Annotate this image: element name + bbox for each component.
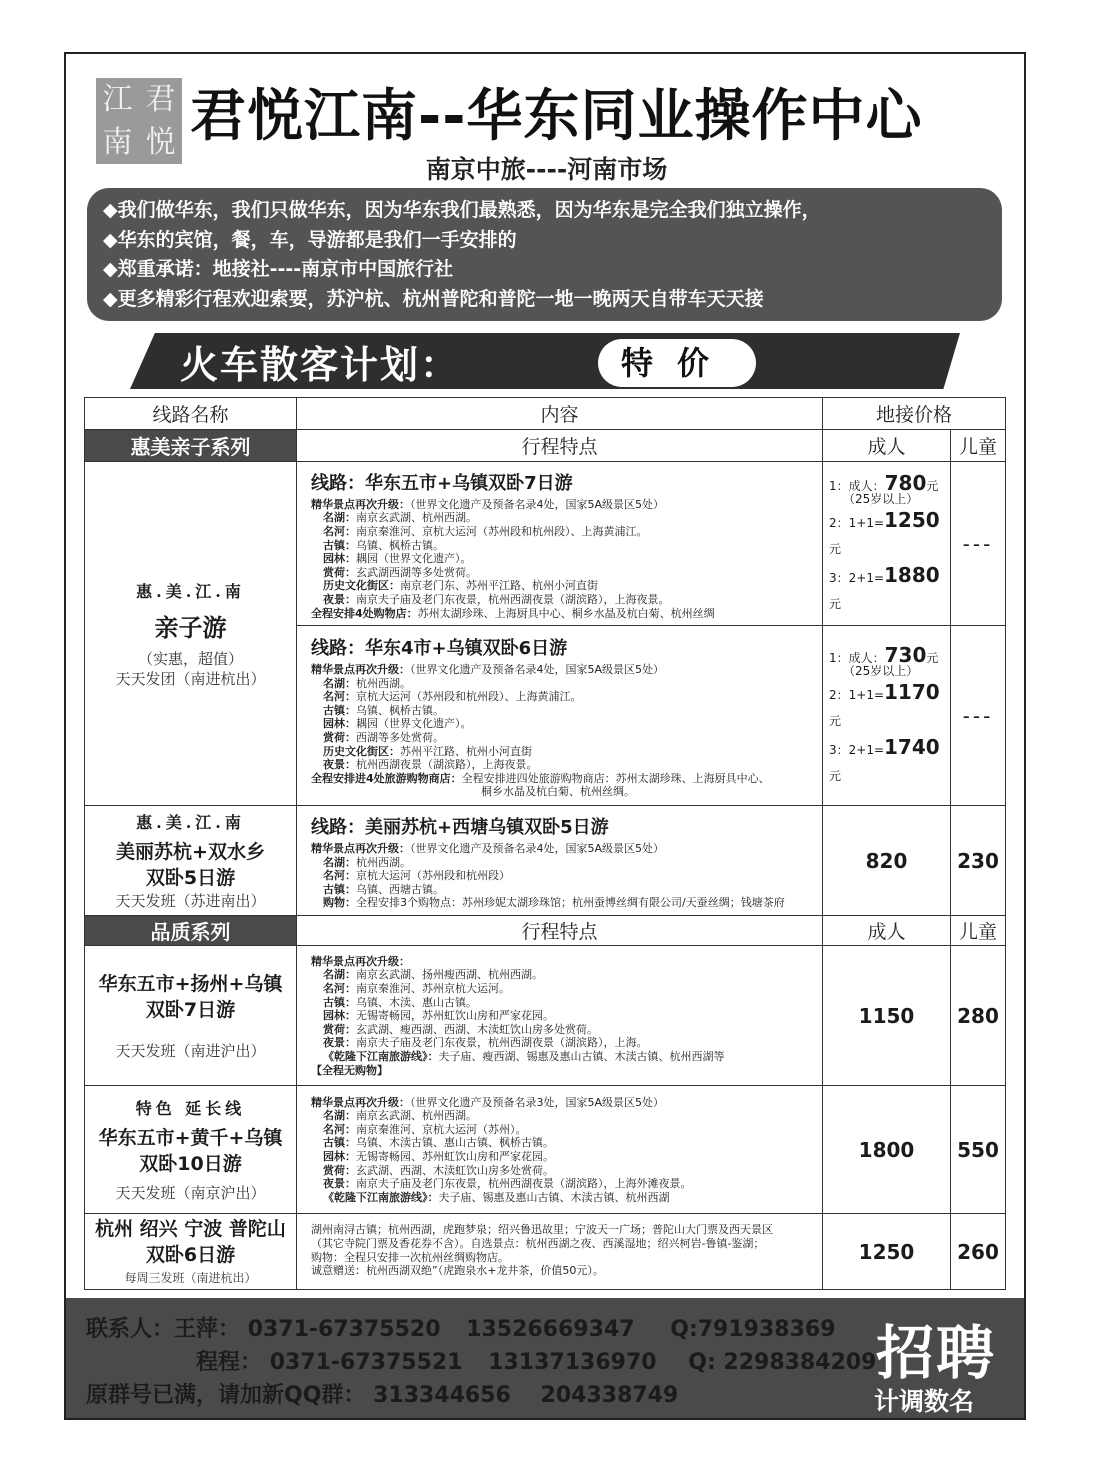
adult-price-cell bbox=[823, 626, 951, 806]
item-text: 湖州南浔古镇；杭州西湖，虎跑梦泉；绍兴鲁迅故里；宁波天一广场；普陀山大门票及西天景区 bbox=[311, 1223, 773, 1237]
contact-mobile: 13137136970 bbox=[488, 1350, 657, 1375]
item-text: 南京夫子庙及老门东夜景，杭州西湖夜景（湖滨路），上海夜景。 bbox=[356, 592, 670, 606]
route-title: 线路：华东五市+乌镇双卧7日游 bbox=[311, 472, 573, 494]
route-departure: 天天发团（南进杭出） bbox=[115, 669, 266, 688]
price-unit: 元 bbox=[829, 597, 842, 611]
special-price-badge: 特价 bbox=[598, 339, 756, 387]
highlight-text: （世界文化遗产及预备名录4处，国家5A级景区5处） bbox=[410, 663, 665, 677]
brand-label: 惠.美.江.南 bbox=[136, 581, 245, 601]
shop-label: 全程安排4处购物店： bbox=[311, 606, 418, 620]
item-text: 无锡寄畅园、苏州虹饮山房和严家花园。 bbox=[356, 1150, 554, 1163]
logo-char: 南 bbox=[102, 125, 133, 160]
route-detail bbox=[297, 946, 823, 1086]
notice-line: ◆华东的宾馆，餐，车，导游都是我们一手安排的 bbox=[103, 228, 517, 251]
item-label: 园林： bbox=[323, 717, 356, 731]
adult-price: 1800 bbox=[823, 1086, 951, 1214]
contact-phone: 0371-67375521 bbox=[269, 1350, 463, 1375]
route-detail bbox=[297, 1214, 823, 1290]
item-text: 玄武湖西湖等多处赏荷。 bbox=[356, 565, 477, 579]
item-label: 园林： bbox=[323, 1150, 356, 1163]
shop-text: 桐乡水晶及杭白菊、杭州丝绸。 bbox=[481, 785, 635, 799]
route-name: 华东五市+黄千+乌镇 bbox=[98, 1127, 283, 1149]
route-title: 线路：华东4市+乌镇双卧6日游 bbox=[311, 638, 568, 660]
highlight-text: （世界文化遗产及预备名录4处，国家5A级景区5处） bbox=[410, 842, 665, 856]
logo-char: 君 bbox=[145, 82, 176, 117]
item-text: 南京夫子庙及老门东夜景，杭州西湖夜景（湖滨路），上海。 bbox=[356, 1036, 648, 1050]
item-label: 《乾隆下江南旅游线》： bbox=[323, 1049, 439, 1063]
logo-char: 江 bbox=[102, 82, 133, 117]
highlight-text: （世界文化遗产及预备名录3处，国家5A级景区5处） bbox=[410, 1095, 665, 1109]
item-text: 无锡寄畅园，苏州虹饮山房和严家花园。 bbox=[356, 1009, 554, 1023]
qq-group-line bbox=[86, 1378, 678, 1409]
col-header-route: 线路名称 bbox=[85, 398, 297, 430]
banner-title: 火车散客计划： bbox=[180, 343, 461, 387]
route-departure: 每周三发班（南进杭出） bbox=[124, 1270, 257, 1285]
route-highlights bbox=[297, 498, 822, 622]
item-label: 夜景： bbox=[323, 1036, 356, 1050]
item-text: 乌镇、枫桥古镇。 bbox=[356, 703, 444, 717]
route-group-family bbox=[85, 462, 297, 806]
route-name: 双卧10日游 bbox=[139, 1153, 242, 1175]
notice-line: ◆更多精彩行程欢迎索要，苏沪杭、杭州普陀和普陀一地一晚两天自带车天天接 bbox=[103, 287, 764, 310]
shop-text: 全程安排进四处旅游购物商店：苏州太湖珍珠、上海厨具中心、 bbox=[461, 771, 770, 785]
item-label: 古镇： bbox=[323, 882, 356, 896]
route-highlights bbox=[297, 1093, 822, 1207]
route-name: 亲子游 bbox=[154, 613, 227, 642]
route-highlights bbox=[297, 952, 822, 1079]
route-group-putuo bbox=[85, 1214, 297, 1290]
route-group-yangzhou bbox=[85, 946, 297, 1086]
price-value: 730 bbox=[884, 643, 927, 667]
route-detail bbox=[297, 462, 823, 626]
highlight-label: 精华景点再次升级： bbox=[311, 954, 410, 968]
route-detail bbox=[297, 806, 823, 916]
adult-header: 成人 bbox=[823, 430, 951, 462]
price-note: （25岁以上） bbox=[843, 664, 919, 678]
item-text: 全程安排3个购物点：苏州珍妮太湖珍珠馆；杭州蚕博丝绸有限公司/天蚕丝绸；钱塘茶府 bbox=[356, 896, 785, 910]
item-label: 赏荷： bbox=[323, 1163, 356, 1177]
contact-line-2 bbox=[196, 1345, 877, 1376]
logo-char: 悦 bbox=[145, 125, 176, 160]
price-unit: 元 bbox=[926, 479, 939, 493]
item-text: 夫子庙、锡惠及惠山古镇、木渎古镇、杭州西湖 bbox=[438, 1190, 670, 1204]
recruit-subtitle: 计调数名 bbox=[874, 1387, 975, 1416]
price-label: 2：1+1= bbox=[829, 516, 885, 530]
child-price: 280 bbox=[951, 946, 1006, 1086]
recruit-title: 招聘 bbox=[876, 1319, 997, 1387]
brand-label: 惠.美.江.南 bbox=[136, 813, 245, 832]
item-text: 玄武湖、瘦西湖、西湖、木渎虹饮山房多处赏荷。 bbox=[356, 1022, 598, 1036]
feature-header: 行程特点 bbox=[297, 430, 823, 462]
item-label: 历史文化街区： bbox=[323, 744, 400, 758]
shop-text: 苏州太湖珍珠、上海厨具中心、桐乡水晶及杭白菊、杭州丝绸 bbox=[417, 606, 715, 620]
item-text: 南京夫子庙及老门东夜景，杭州西湖夜景（湖滨路），上海外滩夜景。 bbox=[356, 1177, 692, 1191]
item-text: 苏州平江路、杭州小河直街 bbox=[400, 744, 532, 758]
adult-price: 1150 bbox=[823, 946, 951, 1086]
price-note: （25岁以上） bbox=[843, 492, 919, 506]
notice-box bbox=[87, 188, 1002, 321]
notice-line: ◆郑重承诺：地接社----南京市中国旅行社 bbox=[103, 258, 454, 280]
no-shopping-note: 【全程无购物】 bbox=[311, 1063, 388, 1077]
item-label: 名湖： bbox=[323, 968, 356, 982]
item-text: 杭州西湖夜景（湖滨路），上海夜景。 bbox=[356, 758, 538, 772]
price-label: 3：2+1= bbox=[829, 571, 885, 585]
adult-price: 820 bbox=[823, 806, 951, 916]
qq-group-number: 313344656 bbox=[373, 1383, 511, 1408]
item-text: 乌镇、木渎古镇、惠山古镇、枫桥古镇。 bbox=[356, 1136, 554, 1150]
route-departure: 天天发班（南京沪出） bbox=[115, 1184, 266, 1202]
item-label: 名河： bbox=[323, 1122, 356, 1136]
item-text: 南京玄武湖、杭州西湖。 bbox=[356, 511, 477, 525]
item-text: 南京秦淮河、苏州京杭大运河。 bbox=[356, 982, 510, 996]
child-header: 儿童 bbox=[951, 916, 1006, 946]
adult-price-cell bbox=[823, 462, 951, 626]
highlight-label: 精华景点再次升级： bbox=[311, 842, 410, 856]
route-name: 双卧5日游 bbox=[145, 867, 236, 889]
price-value: 1880 bbox=[884, 563, 940, 587]
route-name: 美丽苏杭+双水乡 bbox=[116, 841, 265, 863]
route-departure: 天天发班（苏进南出） bbox=[115, 892, 266, 910]
item-label: 名河： bbox=[323, 982, 356, 996]
item-label: 名河： bbox=[323, 525, 356, 539]
price-unit: 元 bbox=[829, 769, 842, 783]
route-highlights bbox=[297, 1223, 822, 1279]
item-label: 赏荷： bbox=[323, 731, 356, 744]
price-unit: 元 bbox=[829, 714, 842, 728]
price-value: 1250 bbox=[884, 508, 940, 532]
item-label: 古镇： bbox=[323, 538, 356, 552]
item-label: 夜景： bbox=[323, 758, 356, 772]
notice-line: ◆我们做华东，我们只做华东，因为华东我们最熟悉，因为华东是完全我们独立操作， bbox=[103, 199, 821, 221]
contact-label: 程程： bbox=[196, 1350, 263, 1375]
item-text: 玄武湖、西湖、木渎虹饮山房多处赏荷。 bbox=[356, 1163, 554, 1177]
item-label: 历史文化街区： bbox=[323, 579, 400, 593]
route-title: 线路：美丽苏杭+西塘乌镇双卧5日游 bbox=[311, 817, 609, 839]
price-value: 780 bbox=[884, 471, 927, 495]
item-label: 名湖： bbox=[323, 511, 356, 525]
item-label: 古镇： bbox=[323, 1136, 356, 1150]
route-group-suhang bbox=[85, 806, 297, 916]
qq-group-label: 原群号已满，请加新QQ群： bbox=[86, 1383, 366, 1408]
child-price: 230 bbox=[951, 806, 1006, 916]
item-label: 夜景： bbox=[323, 1177, 356, 1191]
item-text: 耦园（世界文化遗产）。 bbox=[356, 717, 472, 731]
item-text: 西湖等多处赏荷。 bbox=[356, 731, 444, 744]
brand-label: 特色 延长线 bbox=[135, 1099, 246, 1118]
item-label: 赏荷： bbox=[323, 1022, 356, 1036]
price-label: 2：1+1= bbox=[829, 688, 885, 702]
series-label: 品质系列 bbox=[85, 916, 297, 946]
child-header: 儿童 bbox=[951, 430, 1006, 462]
item-label: 购物： bbox=[323, 896, 356, 910]
page-title: 君悦江南--华东同业操作中心 bbox=[190, 84, 923, 149]
contact-mobile: 13526669347 bbox=[466, 1317, 635, 1342]
item-text: 南京老门东、苏州平江路、杭州小河直街 bbox=[400, 579, 598, 593]
item-text: 南京秦淮河、京杭大运河（苏州）。 bbox=[356, 1122, 527, 1136]
item-text: 乌镇、西塘古镇。 bbox=[356, 882, 444, 896]
item-text: 南京玄武湖、杭州西湖。 bbox=[356, 1109, 477, 1123]
price-label: 3：2+1= bbox=[829, 743, 885, 757]
contact-qq: Q:791938369 bbox=[670, 1317, 836, 1342]
item-label: 园林： bbox=[323, 552, 356, 566]
feature-header: 行程特点 bbox=[297, 916, 823, 946]
route-table bbox=[84, 397, 1006, 1290]
price-label: 1：成人： bbox=[829, 651, 885, 665]
price-label: 1：成人： bbox=[829, 479, 885, 493]
item-text: 乌镇、木渎、惠山古镇。 bbox=[356, 995, 477, 1009]
item-label: 名河： bbox=[323, 690, 356, 704]
item-text: 南京秦淮河、京杭大运河（苏州段和杭州段）、上海黄浦江。 bbox=[356, 525, 648, 539]
col-header-content: 内容 bbox=[297, 398, 823, 430]
contact-label: 联系人：王萍： bbox=[86, 1317, 241, 1342]
item-text: 购物：全程只安排一次杭州丝绸购物店。 bbox=[311, 1250, 509, 1264]
item-label: 赏荷： bbox=[323, 565, 356, 579]
item-text: 杭州西湖。 bbox=[356, 676, 411, 690]
adult-price: 1250 bbox=[823, 1214, 951, 1290]
child-price: --- bbox=[951, 626, 1006, 806]
item-label: 名湖： bbox=[323, 1109, 356, 1123]
highlight-label: 精华景点再次升级： bbox=[311, 1095, 410, 1109]
route-highlights bbox=[297, 842, 822, 912]
route-name: 杭州 绍兴 宁波 普陀山 bbox=[95, 1217, 286, 1240]
highlight-label: 精华景点再次升级： bbox=[311, 497, 410, 511]
item-label: 古镇： bbox=[323, 703, 356, 717]
contact-qq: Q: 2298384209 bbox=[688, 1350, 877, 1375]
qq-group-number: 204338749 bbox=[540, 1383, 679, 1408]
route-highlights bbox=[297, 663, 822, 801]
highlight-text: （世界文化遗产及预备名录4处，国家5A级景区5处） bbox=[410, 497, 665, 511]
adult-header: 成人 bbox=[823, 916, 951, 946]
col-header-price: 地接价格 bbox=[823, 398, 1006, 430]
item-text: 京杭大运河（苏州段和杭州段）、上海黄浦江。 bbox=[356, 690, 582, 704]
child-price: 550 bbox=[951, 1086, 1006, 1214]
item-text: 杭州西湖。 bbox=[356, 855, 411, 869]
contact-line-1 bbox=[86, 1312, 836, 1343]
item-label: 古镇： bbox=[323, 995, 356, 1009]
child-price: --- bbox=[951, 462, 1006, 626]
contact-phone: 0371-67375520 bbox=[247, 1317, 441, 1342]
item-text: 耦园（世界文化遗产）。 bbox=[356, 552, 472, 566]
item-text: 诚意赠送：杭州西湖双绝”（虎跑泉水+龙井茶，价值50元）。 bbox=[311, 1264, 604, 1278]
item-text: 南京玄武湖、扬州瘦西湖、杭州西湖。 bbox=[356, 968, 543, 982]
item-label: 名河： bbox=[323, 869, 356, 883]
item-text: 乌镇、枫桥古镇。 bbox=[356, 538, 444, 552]
price-unit: 元 bbox=[926, 651, 939, 665]
route-name: 华东五市+扬州+乌镇 bbox=[98, 972, 283, 995]
route-departure: 天天发班（南进沪出） bbox=[115, 1041, 266, 1060]
page-subtitle: 南京中旅----河南市场 bbox=[425, 155, 668, 184]
series-label: 惠美亲子系列 bbox=[85, 430, 297, 462]
item-text: 夫子庙、瘦西湖、锡惠及惠山古镇、木渎古镇、杭州西湖等 bbox=[438, 1049, 725, 1063]
route-name: 双卧7日游 bbox=[145, 998, 236, 1021]
item-label: 名湖： bbox=[323, 855, 356, 869]
route-detail bbox=[297, 626, 823, 806]
child-price: 260 bbox=[951, 1214, 1006, 1290]
price-unit: 元 bbox=[829, 542, 842, 556]
item-label: 夜景： bbox=[323, 592, 356, 606]
highlight-label: 精华景点再次升级： bbox=[311, 663, 410, 677]
price-value: 1740 bbox=[884, 735, 940, 759]
shop-label: 全程安排进4处旅游购物商店： bbox=[311, 771, 462, 785]
item-label: 园林： bbox=[323, 1009, 356, 1023]
item-label: 《乾隆下江南旅游线》： bbox=[323, 1190, 439, 1204]
route-detail bbox=[297, 1086, 823, 1214]
item-label: 名湖： bbox=[323, 676, 356, 690]
item-text: 京杭大运河（苏州段和杭州段） bbox=[356, 869, 510, 883]
item-text: （其它寺院门票及香花券不含）。自选景点：杭州西湖之夜、西溪湿地；绍兴柯岩-鲁镇-鉴湖； bbox=[311, 1236, 765, 1250]
route-note: （实惠，超值） bbox=[137, 649, 243, 668]
route-name: 双卧6日游 bbox=[145, 1243, 236, 1266]
price-value: 1170 bbox=[884, 680, 940, 704]
route-group-huangqian bbox=[85, 1086, 297, 1214]
